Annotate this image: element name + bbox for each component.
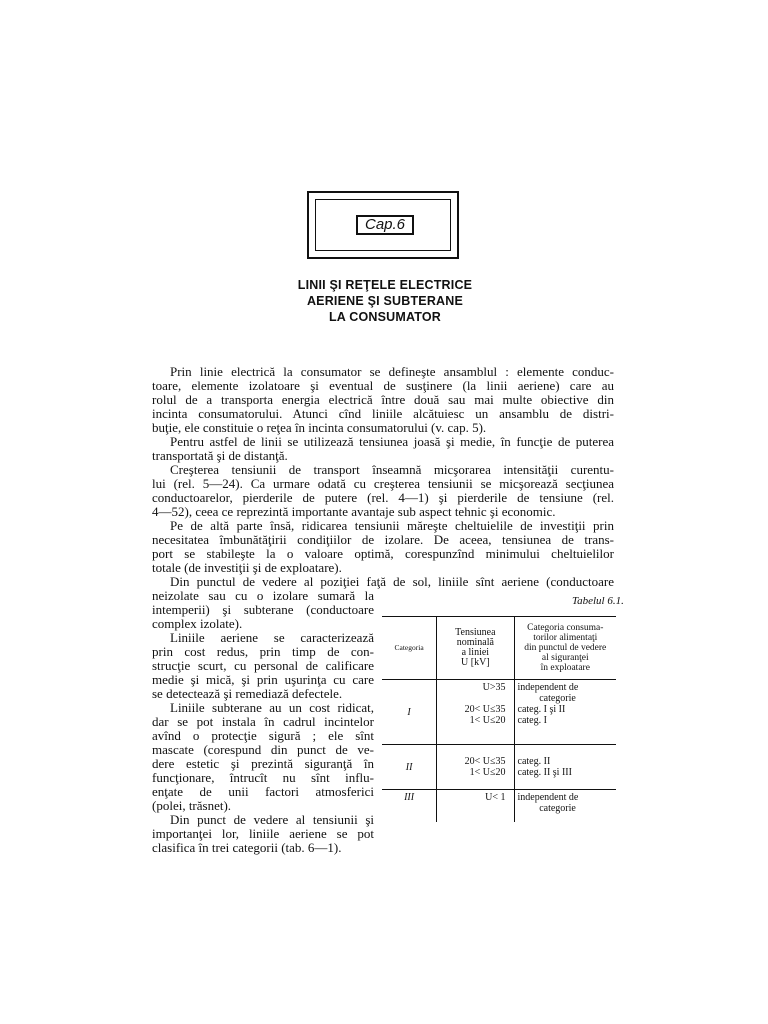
body-line: mascate (corespund din punct de ve- xyxy=(152,742,374,757)
body-line: avînd o protecţie sigură ; ele sînt xyxy=(152,728,374,743)
consumer-value: categorie xyxy=(539,803,576,814)
voltage-value: 20< U≤35 xyxy=(464,704,506,715)
row-consumers xyxy=(514,745,616,790)
row-voltage xyxy=(437,745,514,790)
body-line: (polei, trăsnet). xyxy=(152,798,232,813)
body-line: port se stabileşte la o valoare optimă, corespunzînd minimului cheltuielilor xyxy=(152,546,614,561)
body-line: transportată şi de distanţă. xyxy=(152,448,288,463)
voltage-value: U>35 xyxy=(482,682,506,693)
header-consumers xyxy=(514,617,616,680)
body-line: necesitatea îmbunătăţirii condiţiilor de izolare. De aceea, tensiunea de trans- xyxy=(152,532,614,547)
consumer-value: independent de xyxy=(517,792,579,803)
header-category: Categoria xyxy=(382,617,437,680)
header-voltage-line: nominală xyxy=(456,637,494,648)
body-line: prin cost redus, prin timp de con- xyxy=(152,644,374,659)
chapter-title-line-3: LA CONSUMATOR xyxy=(328,310,442,324)
header-consumers-line: torilor alimentaţi xyxy=(533,633,598,643)
body-line: Pe de altă parte însă, ridicarea tensiunii măreşte cheltuielile de investiţii prin xyxy=(170,518,614,533)
row-consumers xyxy=(514,680,616,745)
body-line: importanţei lor, liniile aeriene se pot xyxy=(152,826,374,841)
consumer-value: independent de xyxy=(517,682,579,693)
body-line: clasifica în trei categorii (tab. 6—1). xyxy=(152,840,342,855)
row-voltage xyxy=(437,680,514,745)
chapter-label: Cap.6 xyxy=(356,215,414,235)
header-voltage-line: a liniei xyxy=(461,647,490,658)
voltage-value: 1< U≤20 xyxy=(469,715,506,726)
body-line: conductoarelor, pierderile de putere (rel. 4—1) şi pierderile de tensiune (rel. xyxy=(152,490,614,505)
header-consumers-line: Categoria consuma- xyxy=(527,623,604,633)
header-voltage-line: Tensiunea xyxy=(455,627,496,638)
chapter-title-line-2: AERIENE ŞI SUBTERANE xyxy=(306,294,464,308)
table-header-row xyxy=(382,617,616,680)
header-voltage-line: U [kV] xyxy=(461,657,490,668)
body-line: 4—52), ceea ce reprezintă importante avantaje sub aspect tehnic şi economic. xyxy=(152,504,556,519)
consumer-value: categ. II şi III xyxy=(517,767,572,778)
body-line: Creşterea tensiunii de transport înseamnă micşorarea intensităţii curentu- xyxy=(170,462,614,477)
body-line: dar se pot instala în cadrul incintelor xyxy=(152,714,374,729)
row-category: I xyxy=(382,680,437,745)
table-row xyxy=(382,680,616,745)
row-category: III xyxy=(404,792,415,803)
body-line: strucţie scurt, cu personal de calificare xyxy=(152,658,374,673)
body-line: Din punctul de vedere al poziţiei faţă de sol, liniile sînt aeriene (conductoare xyxy=(170,574,614,589)
voltage-value: 1< U≤20 xyxy=(469,767,506,778)
voltage-category-table xyxy=(382,616,616,822)
body-line: intemperii) şi subterane (conductoare xyxy=(152,602,374,617)
row-voltage xyxy=(437,790,514,823)
chapter-frame xyxy=(307,191,459,259)
voltage-value: U< 1 xyxy=(485,792,506,803)
row-consumers xyxy=(514,790,616,823)
header-voltage xyxy=(437,617,514,680)
row-category: II xyxy=(382,745,437,790)
table-row xyxy=(382,745,616,790)
header-consumers-line: în exploatare xyxy=(540,663,590,673)
body-line: rolul de a transporta energia electrică între două sau mai multe obiective din xyxy=(152,392,614,407)
header-consumers-line: din punctul de vedere xyxy=(524,643,607,653)
body-line: Prin linie electrică la consumator se defineşte ansamblul : elemente conduc- xyxy=(170,364,614,379)
chapter-frame-inner xyxy=(315,199,451,251)
body-line: enţate de unii factori atmosferici xyxy=(152,784,374,799)
table-row xyxy=(382,790,616,823)
body-line: complex izolate). xyxy=(152,616,243,631)
body-line: totale (de investiţii şi de exploatare). xyxy=(152,560,342,575)
consumer-value: categorie xyxy=(539,693,576,704)
body-line: medie şi mică, şi prin uşurinţa cu care xyxy=(152,672,374,687)
body-line: Pentru astfel de linii se utilizează tensiunea joasă şi medie, în funcţie de puterea xyxy=(170,434,614,449)
body-line: se detectează şi remediază defectele. xyxy=(152,686,343,701)
body-line: Liniile aeriene se caracterizează xyxy=(170,630,374,645)
consumer-value: categ. II xyxy=(517,756,551,767)
body-line: neizolate sau cu o izolare sumară la xyxy=(152,588,374,603)
body-line: dere estetic şi prezintă siguranţă în xyxy=(152,756,374,771)
consumer-value: categ. I şi II xyxy=(517,704,566,715)
body-line: Din punct de vedere al tensiunii şi xyxy=(170,812,374,827)
chapter-title-line-1: LINII ŞI REŢELE ELECTRICE xyxy=(297,278,473,292)
consumer-value: categ. I xyxy=(517,715,547,726)
body-line: funcţionare, întrucît nu sînt influ- xyxy=(152,770,374,785)
body-line: buţie, ele constituie o reţea în incinta consumatorului (v. cap. 5). xyxy=(152,420,487,435)
header-consumers-line: al siguranţei xyxy=(541,653,589,663)
voltage-value: 20< U≤35 xyxy=(464,756,506,767)
body-line: lui (rel. 5—24). Ca urmare odată cu creşterea tensiunii se micşorează secţiunea xyxy=(152,476,614,491)
body-line: Liniile subterane au un cost ridicat, xyxy=(170,700,374,715)
table-caption: Tabelul 6.1. xyxy=(572,595,624,607)
body-line: incinta consumatorului. Atunci cînd liniile alcătuiesc un ansamblu de distri- xyxy=(152,406,614,421)
body-line: toare, elemente izolatoare şi eventual de susţinere (la linii aeriene) care au xyxy=(152,378,614,393)
